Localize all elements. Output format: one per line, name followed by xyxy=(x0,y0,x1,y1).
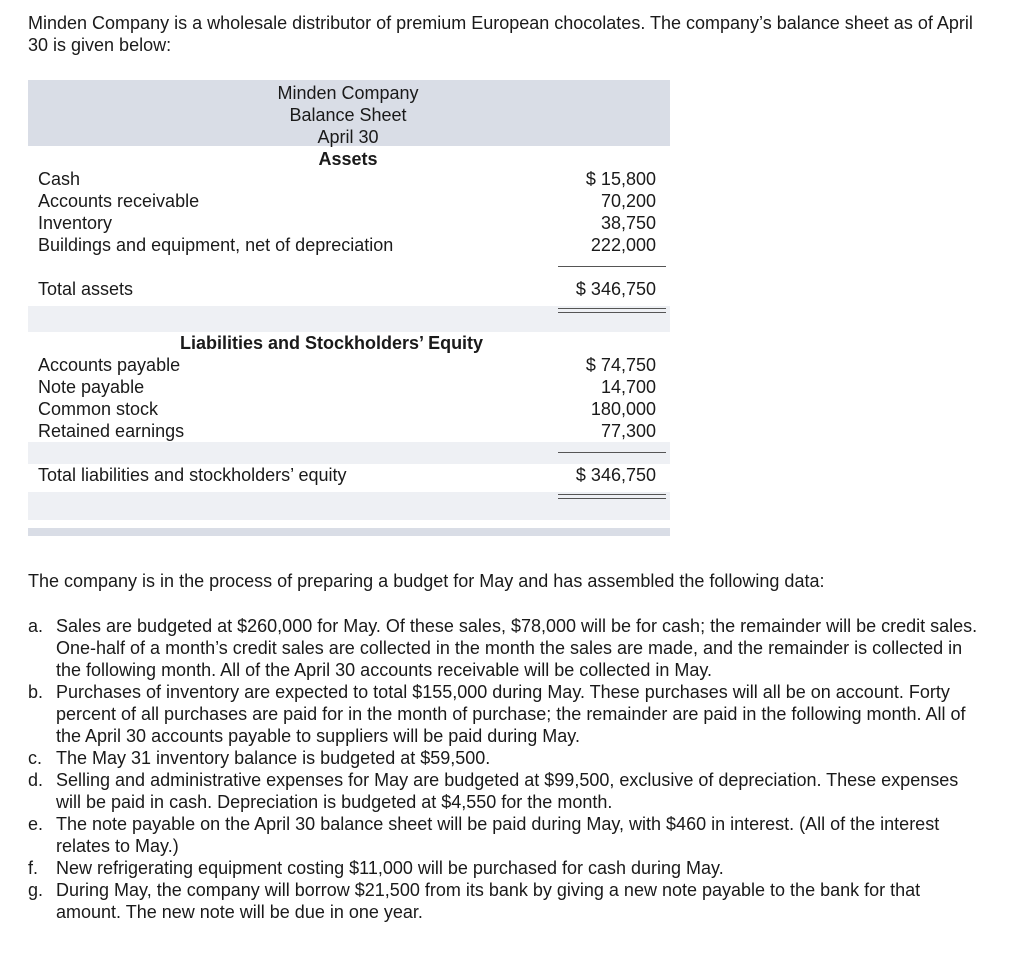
total-liabilities-label: Total liabilities and stockholders’ equity xyxy=(38,465,347,485)
section-divider-band xyxy=(28,306,670,332)
liabilities-subtotal-rule xyxy=(558,452,666,453)
asset-row-inventory xyxy=(38,212,112,234)
asset-amount-accounts-receivable: 70,200 xyxy=(600,191,656,211)
footer-band xyxy=(28,528,670,536)
list-item-text: New refrigerating equipment costing $11,000 will be purchased for cash during May. xyxy=(56,858,724,878)
total-assets-rule-2 xyxy=(558,312,666,313)
balance-sheet xyxy=(28,80,670,540)
total-assets-rule-1 xyxy=(558,308,666,309)
asset-label: Inventory xyxy=(38,213,113,233)
equity-amount-retained-earnings: 77,300 xyxy=(600,421,656,441)
list-marker: d. xyxy=(28,770,44,790)
total-assets-amount: $ 346,750 xyxy=(575,279,656,299)
liability-row-accounts-payable xyxy=(38,354,180,376)
liability-row-note-payable xyxy=(38,376,144,398)
balance-sheet-header xyxy=(28,82,668,170)
list-item-text: The note payable on the April 30 balance sheet will be paid during May, with $460 in interest. (All of the interest relates to May.) xyxy=(56,814,940,856)
list-item-text: Sales are budgeted at $260,000 for May. Of these sales, $78,000 will be for cash; the remainder will be credit sales. One-half of a month’s credit sales are collected in the month the sales are made, and the remainder is collected in the following month. All of the April 30 accounts receivable will be collected in May. xyxy=(56,616,978,680)
total-liabilities-double-rule-top xyxy=(558,494,666,495)
budget-intro: The company is in the process of preparing a budget for May and has assembled the following data: xyxy=(28,571,825,591)
statement-title: Balance Sheet xyxy=(289,105,407,125)
list-marker: a. xyxy=(28,616,44,636)
total-liabilities-amount: $ 346,750 xyxy=(575,465,656,485)
list-marker: c. xyxy=(28,748,43,768)
company-name: Minden Company xyxy=(277,83,419,103)
total-liabilities-row xyxy=(38,464,347,486)
liabilities-heading: Liabilities and Stockholders’ Equity xyxy=(180,333,484,353)
liabilities-gap-band xyxy=(28,442,670,464)
list-marker: b. xyxy=(28,682,44,702)
liability-label: Note payable xyxy=(38,377,145,397)
asset-row-buildings xyxy=(38,234,393,256)
assets-subtotal-rule xyxy=(558,266,666,267)
list-item-text: During May, the company will borrow $21,500 from its bank by giving a new note payable to the bank for that amount. The new note will be due in one year. xyxy=(56,880,921,922)
asset-amount-inventory: 38,750 xyxy=(600,213,656,233)
list-item-text: The May 31 inventory balance is budgeted at $59,500. xyxy=(56,748,491,768)
list-item xyxy=(28,857,978,879)
list-item xyxy=(28,615,978,681)
list-item xyxy=(28,681,978,747)
equity-row-retained-earnings xyxy=(38,420,184,442)
asset-row-cash xyxy=(38,168,80,190)
list-item xyxy=(28,747,978,769)
liability-label: Accounts payable xyxy=(38,355,181,375)
intro-paragraph: Minden Company is a wholesale distributor of premium European chocolates. The company’s balance sheet as of April 30 is given below: xyxy=(28,13,973,55)
list-item xyxy=(28,769,978,813)
asset-amount-buildings: 222,000 xyxy=(590,235,656,255)
equity-label: Retained earnings xyxy=(38,421,185,441)
budget-data-list xyxy=(28,615,978,923)
bottom-gap-band xyxy=(28,492,670,520)
list-item-text: Purchases of inventory are expected to total $155,000 during May. These purchases will all be on account. Forty percent of all purchases are paid for in the month of purchase; the remainder are paid in the following month. All of the April 30 accounts payable to suppliers will be paid during May. xyxy=(56,682,966,746)
equity-label: Common stock xyxy=(38,399,159,419)
total-assets-label: Total assets xyxy=(38,279,134,299)
list-marker: g. xyxy=(28,880,44,900)
list-item xyxy=(28,813,978,857)
liability-amount-accounts-payable: $ 74,750 xyxy=(585,355,656,375)
list-marker: f. xyxy=(28,858,39,878)
asset-amount-cash: $ 15,800 xyxy=(585,169,656,189)
asset-row-accounts-receivable xyxy=(38,190,199,212)
asset-label: Cash xyxy=(38,169,81,189)
statement-date: April 30 xyxy=(317,127,379,147)
total-assets-row xyxy=(38,278,133,300)
assets-heading: Assets xyxy=(318,149,378,169)
list-item-text: Selling and administrative expenses for May are budgeted at $99,500, exclusive of depreciation. These expenses will be paid in cash. Depreciation is budgeted at $4,550 for the month. xyxy=(56,770,959,812)
liability-amount-note-payable: 14,700 xyxy=(600,377,656,397)
total-liabilities-double-rule-bottom xyxy=(558,498,666,499)
asset-label: Buildings and equipment, net of depreciation xyxy=(38,235,394,255)
list-item xyxy=(28,879,978,923)
asset-label: Accounts receivable xyxy=(38,191,200,211)
list-marker: e. xyxy=(28,814,44,834)
equity-row-common-stock xyxy=(38,398,158,420)
equity-amount-common-stock: 180,000 xyxy=(590,399,656,419)
